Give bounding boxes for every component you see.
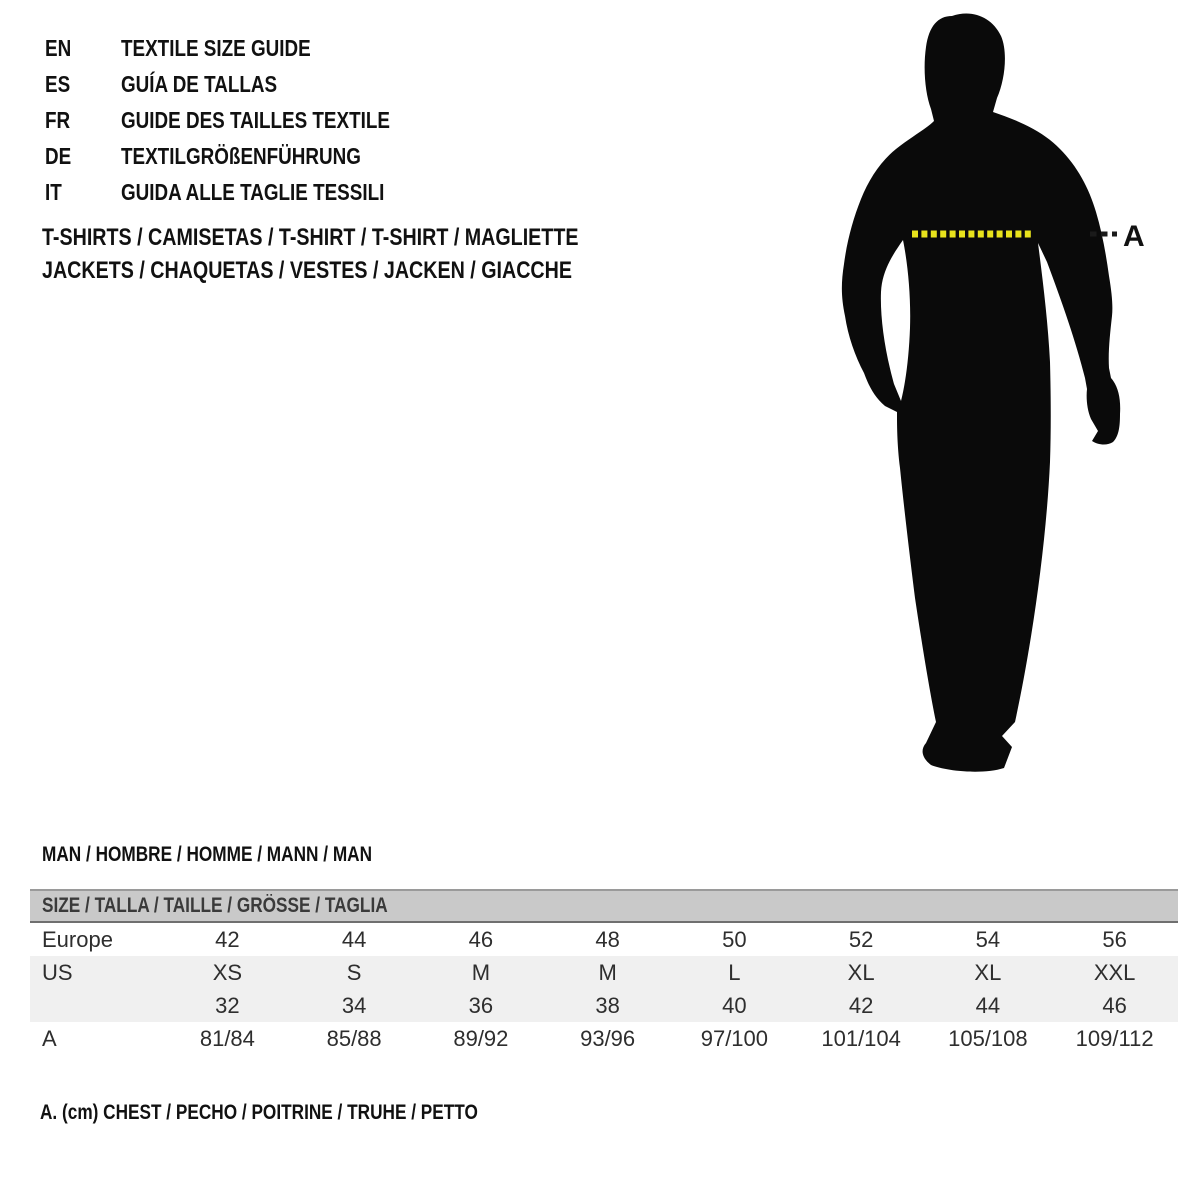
language-list [45, 30, 449, 210]
table-row [30, 923, 1178, 956]
size-value: 48 [595, 927, 620, 952]
size-value: 46 [1102, 993, 1127, 1018]
category-list [42, 221, 696, 287]
size-value: S [346, 960, 362, 985]
language-title: TEXTILGRÖßENFÜHRUNG [121, 142, 361, 169]
language-row [45, 30, 449, 66]
language-row [45, 102, 449, 138]
man-silhouette [842, 13, 1120, 771]
size-value: 32 [215, 993, 240, 1018]
size-table-header-text: SIZE / TALLA / TAILLE / GRÖSSE / TAGLIA [42, 894, 388, 917]
row-label: Europe [42, 927, 113, 952]
category-line-jackets: JACKETS / CHAQUETAS / VESTES / JACKEN / GIACCHE [42, 257, 572, 284]
table-row [30, 1022, 1178, 1055]
size-value: 101/104 [821, 1026, 901, 1051]
size-value: 109/112 [1075, 1026, 1154, 1051]
size-value: 105/108 [948, 1026, 1028, 1051]
language-code: ES [45, 70, 71, 97]
size-value: M [471, 960, 491, 985]
category-line-tshirts: T-SHIRTS / CAMISETAS / T-SHIRT / T-SHIRT / MAGLIETTE [42, 224, 579, 251]
size-table-body [30, 923, 1178, 1055]
size-value: 40 [722, 993, 747, 1018]
row-label [30, 989, 164, 1022]
language-title: TEXTILE SIZE GUIDE [121, 34, 311, 61]
row-label: A [42, 1026, 57, 1051]
measurement-legend [40, 1100, 574, 1126]
language-code: DE [45, 142, 72, 169]
language-title: GUIDA ALLE TAGLIE TESSILI [121, 178, 385, 205]
size-value: 89/92 [453, 1026, 509, 1051]
measurement-label-a: A [1123, 220, 1145, 253]
size-value: 42 [215, 927, 240, 952]
size-value: XL [847, 960, 875, 985]
size-value: 93/96 [580, 1026, 636, 1051]
row-label: US [42, 960, 73, 985]
size-value: 52 [848, 927, 874, 952]
size-value: 50 [722, 927, 747, 952]
size-value: 81/84 [199, 1026, 255, 1051]
size-value: 34 [341, 993, 367, 1018]
language-code: EN [45, 34, 72, 61]
size-value: 85/88 [326, 1026, 382, 1051]
language-title: GUÍA DE TALLAS [121, 70, 278, 97]
size-value: 42 [848, 993, 874, 1018]
language-code: FR [45, 106, 71, 133]
language-title: GUIDE DES TAILLES TEXTILE [121, 106, 390, 133]
table-row [30, 989, 1178, 1022]
language-row [45, 66, 449, 102]
size-value: 54 [975, 927, 1001, 952]
size-value: 36 [468, 993, 494, 1018]
size-value: L [728, 960, 741, 985]
size-table [30, 889, 1178, 1055]
size-value: XL [974, 960, 1002, 985]
size-value: XXL [1093, 960, 1136, 985]
size-value: 46 [468, 927, 494, 952]
language-code: IT [45, 178, 62, 205]
size-value: 56 [1102, 927, 1127, 952]
section-title [42, 843, 444, 867]
size-value: M [598, 960, 617, 985]
man-silhouette-figure [820, 0, 1200, 800]
size-value: 38 [595, 993, 620, 1018]
measurement-legend-text: A. (cm) CHEST / PECHO / POITRINE / TRUHE / PETTO [40, 1101, 478, 1124]
size-value: XS [212, 960, 243, 985]
language-row [45, 174, 449, 210]
table-row [30, 956, 1178, 989]
size-value: 44 [975, 993, 1001, 1018]
size-table-header [30, 889, 1178, 923]
size-value: 44 [341, 927, 367, 952]
language-row [45, 138, 449, 174]
size-value: 97/100 [700, 1026, 769, 1051]
section-title-text: MAN / HOMBRE / HOMME / MANN / MAN [42, 843, 373, 866]
